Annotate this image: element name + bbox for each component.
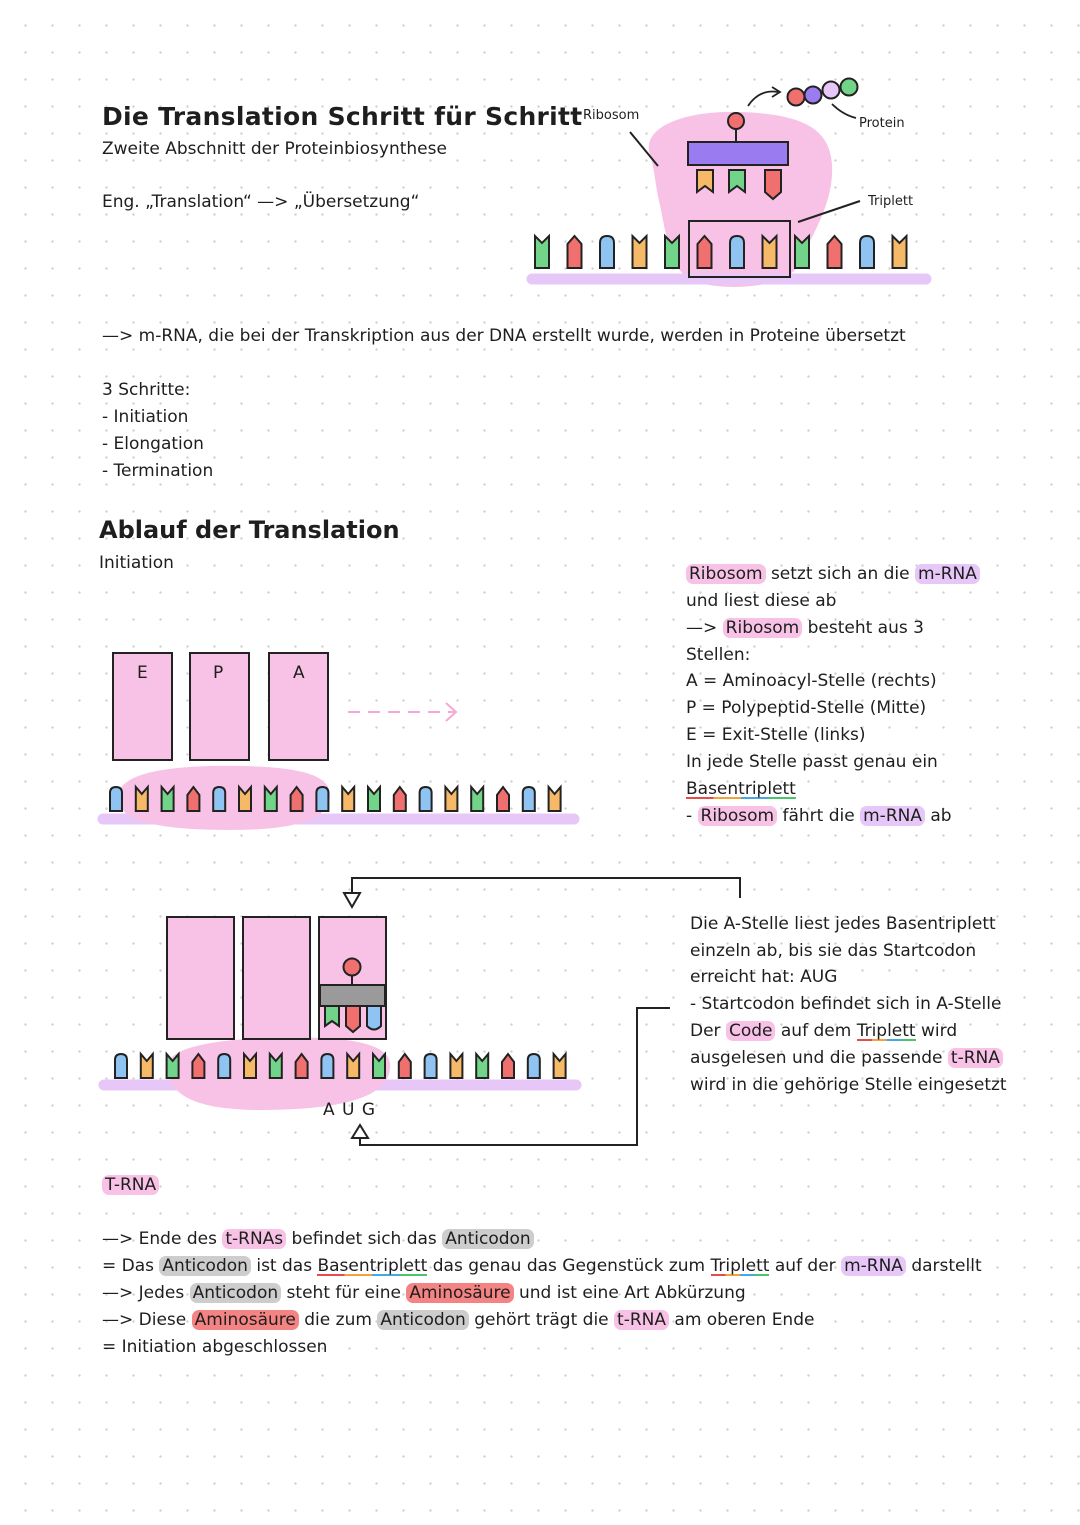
protein-bead bbox=[788, 89, 805, 106]
note2-line: wird in die gehörige Stelle eingesetzt bbox=[690, 1075, 1007, 1095]
mrna-base bbox=[316, 787, 328, 811]
site-e-label: E bbox=[137, 663, 148, 683]
note2-line: - Startcodon befindet sich in A-Stelle bbox=[690, 994, 1002, 1014]
mrna-base bbox=[450, 1054, 462, 1078]
term-ribosom: Ribosom bbox=[723, 618, 803, 638]
mrna-base bbox=[476, 1054, 488, 1078]
mrna-base bbox=[394, 787, 406, 811]
term-trna: t-RNAs bbox=[222, 1229, 286, 1249]
term-ribosom: Ribosom bbox=[698, 806, 778, 826]
amino-acid-head bbox=[344, 959, 361, 976]
term-aminosaeure: Aminosäure bbox=[192, 1310, 299, 1330]
step-item: - Elongation bbox=[102, 434, 204, 454]
mrna-base bbox=[110, 787, 122, 811]
mrna-base bbox=[502, 1054, 514, 1078]
site-p-label: P bbox=[213, 663, 224, 683]
protein-arrow bbox=[748, 92, 778, 106]
mrna-base bbox=[141, 1054, 153, 1078]
note1-line: E = Exit-Stelle (links) bbox=[686, 725, 866, 745]
mrna-base bbox=[535, 236, 549, 268]
mrna-base bbox=[218, 1054, 230, 1078]
pointer-arrow-top bbox=[352, 878, 740, 902]
term-aminosaeure: Aminosäure bbox=[406, 1283, 513, 1303]
anticodon-tooth bbox=[765, 170, 781, 199]
mrna-base bbox=[633, 236, 647, 268]
mrna-base bbox=[528, 1054, 540, 1078]
codon-aug-label: A U G bbox=[323, 1100, 377, 1120]
page-title: Die Translation Schritt für Schritt bbox=[102, 102, 583, 131]
trna-line: = Das Anticodon ist das Basentriplett das genau das Gegenstück zum Triplett auf der m-RNA darstellt bbox=[102, 1256, 982, 1276]
anticodon-tooth bbox=[367, 1006, 381, 1030]
label-protein: Protein bbox=[859, 116, 905, 131]
translation-overview-diagram bbox=[0, 0, 1080, 300]
ribosome-bar bbox=[688, 142, 788, 165]
label-ribosom: Ribosom bbox=[583, 108, 640, 123]
mrna-base bbox=[321, 1054, 333, 1078]
amino-acid-head bbox=[728, 113, 744, 129]
term-code: Code bbox=[726, 1021, 776, 1041]
mrna-base bbox=[554, 1054, 566, 1078]
term-triplett: Triplett bbox=[710, 1256, 770, 1276]
mrna-base bbox=[730, 236, 744, 268]
trna-body bbox=[320, 985, 385, 1006]
steps-title: 3 Schritte: bbox=[102, 380, 191, 400]
term-basentriplett: Basentriplett bbox=[317, 1256, 428, 1276]
mrna-base bbox=[471, 787, 483, 811]
step-item: - Termination bbox=[102, 461, 214, 481]
trna-line: —> Ende des t-RNAs befindet sich das Anticodon bbox=[102, 1226, 534, 1253]
note2-line: Die A-Stelle liest jedes Basentriplett bbox=[690, 914, 996, 934]
mrna-base bbox=[420, 787, 432, 811]
note1-line: Ribosom setzt sich an die m-RNA bbox=[686, 561, 980, 588]
mrna-base bbox=[497, 787, 509, 811]
trna-line: —> Diese Aminosäure die zum Anticodon gehört trägt die t-RNA am oberen Ende bbox=[102, 1310, 815, 1330]
trna-heading: T-RNA bbox=[102, 1172, 159, 1199]
note1-line: A = Aminoacyl-Stelle (rechts) bbox=[686, 671, 937, 691]
protein-bead bbox=[841, 79, 858, 96]
mrna-base bbox=[568, 236, 582, 268]
note1-line: —> Ribosom besteht aus 3 bbox=[686, 618, 924, 638]
term-anticodon: Anticodon bbox=[190, 1283, 282, 1303]
english-translation-line: Eng. „Translation“ —> „Übersetzung“ bbox=[102, 192, 420, 212]
site-a-label: A bbox=[293, 663, 305, 683]
mrna-base bbox=[893, 236, 907, 268]
term-mrna: m-RNA bbox=[841, 1256, 906, 1276]
mrna-base bbox=[860, 236, 874, 268]
intro-line: —> m-RNA, die bei der Transkription aus der DNA erstellt wurde, werden in Proteine übersetzt bbox=[102, 326, 906, 346]
note2-line: ausgelesen und die passende t-RNA bbox=[690, 1045, 1003, 1072]
mrna-base bbox=[399, 1054, 411, 1078]
term-trna: t-RNA bbox=[948, 1048, 1003, 1068]
label-triplett: Triplett bbox=[868, 194, 914, 209]
term-ribosom: Ribosom bbox=[686, 564, 766, 584]
section-title: Ablauf der Translation bbox=[99, 516, 400, 544]
note1-line: Stellen: bbox=[686, 645, 751, 665]
mrna-base bbox=[425, 1054, 437, 1078]
term-mrna: m-RNA bbox=[915, 564, 980, 584]
mrna-base bbox=[445, 787, 457, 811]
note2-line: Der Code auf dem Triplett wird bbox=[690, 1021, 958, 1041]
term-basentriplett: Basentriplett bbox=[686, 779, 796, 799]
term-mrna: m-RNA bbox=[860, 806, 925, 826]
mrna-base bbox=[115, 1054, 127, 1078]
protein-bead bbox=[805, 87, 822, 104]
term-triplett: Triplett bbox=[856, 1021, 916, 1041]
term-anticodon: Anticodon bbox=[377, 1310, 469, 1330]
mrna-base bbox=[523, 787, 535, 811]
note2-line: erreicht hat: AUG bbox=[690, 967, 838, 987]
note1-line: und liest diese ab bbox=[686, 591, 837, 611]
term-anticodon: Anticodon bbox=[159, 1256, 251, 1276]
note2-line: einzeln ab, bis sie das Startcodon bbox=[690, 941, 977, 961]
protein-bead bbox=[823, 82, 840, 99]
start-codon-diagram bbox=[0, 860, 760, 1160]
site-p-box bbox=[243, 917, 310, 1039]
mrna-base bbox=[549, 787, 561, 811]
term-anticodon: Anticodon bbox=[442, 1229, 534, 1249]
note1-line bbox=[686, 776, 796, 803]
mrna-base bbox=[600, 236, 614, 268]
section-subtitle: Initiation bbox=[99, 553, 174, 573]
note1-line: - Ribosom fährt die m-RNA ab bbox=[686, 806, 952, 826]
step-item: - Initiation bbox=[102, 407, 189, 427]
mrna-base bbox=[698, 236, 712, 268]
trna-line: —> Jedes Anticodon steht für eine Aminosäure und ist eine Art Abkürzung bbox=[102, 1283, 746, 1303]
site-e-box bbox=[167, 917, 234, 1039]
mrna-base bbox=[828, 236, 842, 268]
mrna-base bbox=[342, 787, 354, 811]
trna-line: = Initiation abgeschlossen bbox=[102, 1337, 328, 1357]
anticodon-tooth bbox=[346, 1006, 360, 1032]
term-trna: t-RNA bbox=[614, 1310, 669, 1330]
note1-line: P = Polypeptid-Stelle (Mitte) bbox=[686, 698, 927, 718]
mrna-base bbox=[213, 787, 225, 811]
note1-line: In jede Stelle passt genau ein bbox=[686, 752, 938, 772]
mrna-base bbox=[368, 787, 380, 811]
page-subtitle: Zweite Abschnitt der Proteinbiosynthese bbox=[102, 139, 447, 159]
epa-diagram bbox=[0, 600, 600, 840]
